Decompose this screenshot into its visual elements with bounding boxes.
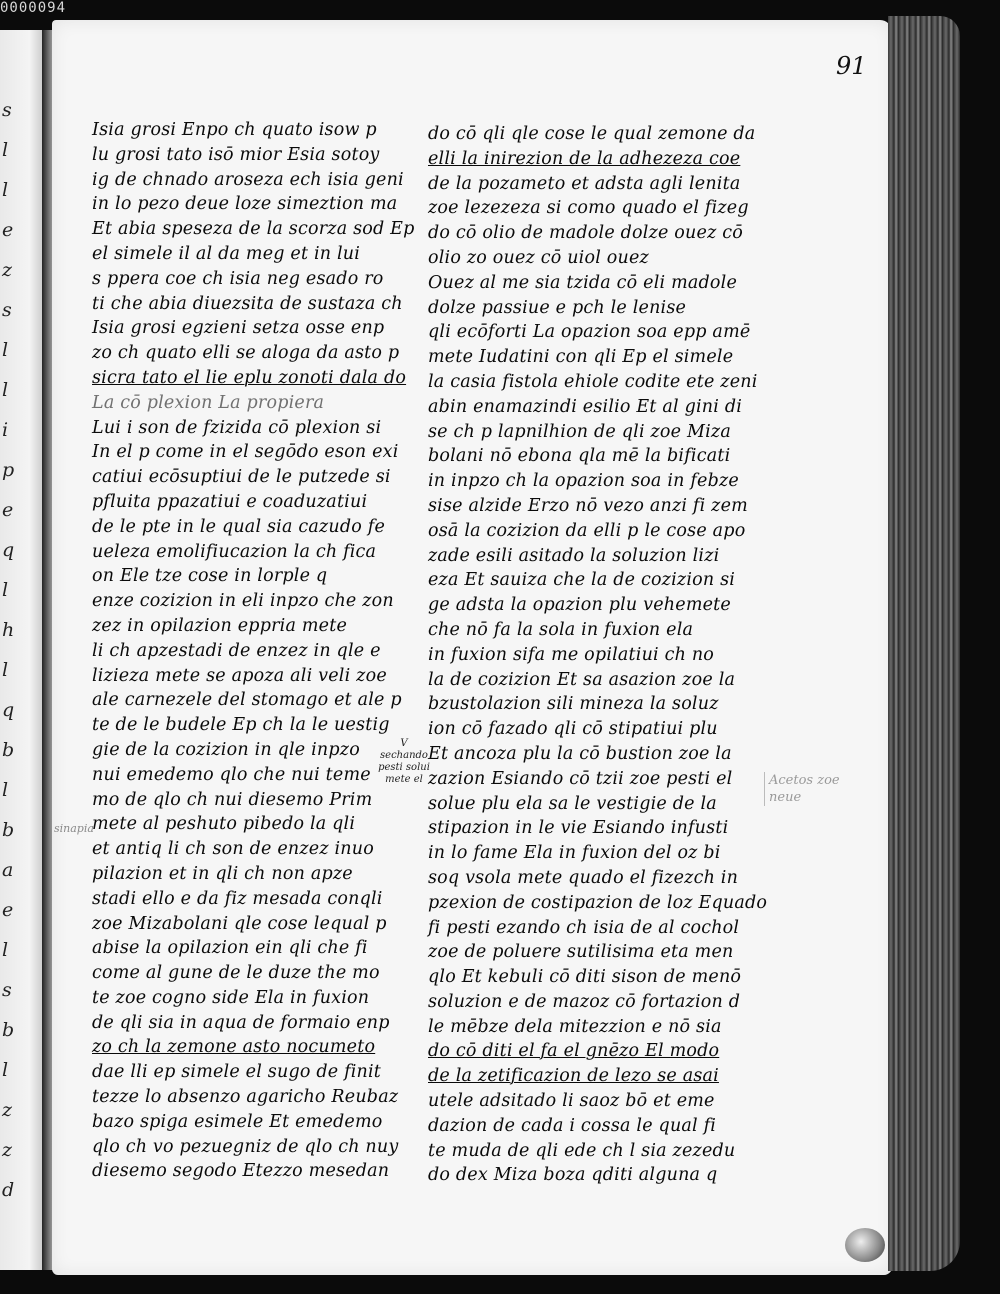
text-line: in lo fame Ela in fuxion del oz bi — [428, 843, 721, 864]
text-line: in fuxion sifa me opilatiui ch no — [428, 644, 715, 665]
text-line: dolze passiue e pch le lenise — [428, 297, 687, 318]
text-line: lu grosi tato isō mior Esia sotoy — [92, 144, 380, 165]
text-line: et antiq li ch son de enzez inuo — [92, 839, 374, 860]
margin-note-middle: V sechando pesti solui mete el — [378, 738, 430, 785]
text-line: come al gune de le duze the mo — [92, 963, 380, 984]
text-line: qlo ch vo pezuegniz de qlo ch nuy — [92, 1136, 399, 1157]
text-line: zez in opilazion eppria mete — [92, 615, 348, 636]
text-line: le mēbze dela mitezzion e nō sia — [428, 1016, 722, 1037]
text-line: s ppera coe ch isia neg esado ro — [92, 268, 384, 289]
text-line: Isia grosi egzieni setza osse enp — [92, 318, 385, 339]
text-line: pilazion et in qli ch non apze — [92, 863, 353, 884]
text-line: la casia fistola ehiole codite ete zeni — [428, 371, 758, 392]
text-line: zo ch la zemone asto nocumeto — [92, 1037, 376, 1058]
text-line: elli la inirezion de la adhezeza coe — [428, 148, 741, 169]
text-line: sicra tato el lie eplu zonoti dala do — [92, 367, 407, 388]
text-line: bazo spiga esimele Et emedemo — [92, 1111, 383, 1132]
text-line: enze cozizion in eli inpzo che zon — [92, 591, 394, 612]
text-line: tezze lo absenzo agaricho Reubaz — [92, 1087, 399, 1108]
text-line: de le pte in le qual sia cazudo fe — [92, 516, 386, 537]
text-line: catiui ecōsuptiui de le putzede si — [92, 467, 391, 488]
text-line: zazion Esiando cō tzii zoe pesti el — [428, 768, 733, 789]
text-line: ti che abia diuezsita de sustaza ch — [92, 293, 403, 314]
previous-page-fragment — [0, 30, 44, 1270]
text-line: de la zetificazion de lezo se asai — [428, 1066, 719, 1087]
text-line: li ch apzestadi de enzez in qle e — [92, 640, 381, 661]
text-line: dazion de cada i cossa le qual fi — [428, 1115, 717, 1136]
text-line: soluzion e de mazoz cō fortazion d — [428, 991, 741, 1012]
text-line: Et ancoza plu la cō bustion zoe la — [428, 743, 732, 764]
text-line: abin enamazindi esilio Et al gini di — [428, 396, 743, 417]
text-line: ig de chnado aroseza ech isia geni — [92, 169, 404, 190]
text-line: ge adsta la opazion plu vehemete — [428, 595, 731, 616]
text-line: on Ele tze cose in lorple q — [92, 566, 328, 587]
page-edges — [888, 16, 960, 1271]
text-line: olio zo ouez cō uiol ouez — [428, 247, 649, 268]
text-line: ueleza emolifiucazion la ch fica — [92, 541, 377, 562]
text-line: se ch p lapnilhion de qli zoe Miza — [428, 421, 731, 442]
text-line: Et abia speseza de la scorza sod Ep — [92, 219, 415, 240]
text-line: sise alzide Erzo nō vezo anzi fi zem — [428, 495, 748, 516]
text-line: qlo Et kebuli cō diti sison de menō — [428, 967, 742, 988]
margin-note-right — [764, 772, 869, 806]
text-line: In el p come in el segōdo eson exi — [92, 442, 399, 463]
text-line: mete Iudatini con qli Ep el simele — [428, 347, 734, 368]
text-line: fi pesti ezando ch isia de al cochol — [428, 917, 740, 938]
text-line: soq vsola mete quado el fizezch in — [428, 867, 739, 888]
text-line: te de le budele Ep ch la le uestig — [92, 715, 390, 736]
text-line: eza Et sauiza che la de cozizion si — [428, 570, 736, 591]
text-line: stipazion in le vie Esiando infusti — [428, 818, 729, 839]
text-line: che nō fa la sola in fuxion ela — [428, 619, 694, 640]
text-line: pzexion de costipazion de loz Equado — [428, 892, 768, 913]
text-line: qli ecōforti La opazion soa epp amē — [428, 322, 751, 343]
text-line: zoe lezezeza si como quado el fizeg — [428, 198, 749, 219]
text-line: in lo pezo deue loze simeztion ma — [92, 194, 398, 215]
text-line: osā la cozizion da elli p le cose apo — [428, 520, 746, 541]
text-line: solue plu ela sa le vestigie de la — [428, 793, 717, 814]
right-text-column — [428, 122, 768, 1188]
text-line: lizieza mete se apoza ali veli zoe — [92, 665, 387, 686]
text-line: bolani nō ebona qla mē la bificati — [428, 446, 731, 467]
text-line: te zoe cogno side Ela in fuxion — [92, 987, 370, 1008]
text-line: de qli sia in aqua de formaio enp — [92, 1012, 390, 1033]
text-line: Lui i son de fzizida cō plexion si — [92, 417, 382, 438]
text-line: ale carnezele del stomago et ale p — [92, 690, 402, 711]
text-line: utele adsitado li saoz bō et eme — [428, 1091, 715, 1112]
text-line: in inpzo ch la opazion soa in febze — [428, 471, 739, 492]
text-line: dae lli ep simele el sugo de finit — [92, 1062, 382, 1083]
text-line: pfluita ppazatiui e coaduzatiui — [92, 491, 368, 512]
text-line: do cō diti el fa el gnēzo El modo — [428, 1041, 720, 1062]
margin-note-right-line1: Acetos zoe — [769, 773, 840, 788]
scan-id-label: 0000094 — [0, 0, 67, 16]
text-line: zoe de poluere sutilisima eta men — [428, 942, 734, 963]
text-line: zoe Mizabolani qle cose lequal p — [92, 913, 387, 934]
text-line: abise la opilazion ein qli che fi — [92, 938, 368, 959]
folio-number: 91 — [836, 52, 867, 80]
text-line: el simele il al da meg et in lui — [92, 243, 361, 264]
text-line: mete al peshuto pibedo la qli — [92, 814, 356, 835]
text-line: la de cozizion Et sa asazion zoe la — [428, 669, 736, 690]
text-line: do cō qli qle cose le qual zemone da — [428, 124, 756, 144]
text-line: Isia grosi Enpo ch quato isow p — [92, 120, 377, 140]
text-line: de la pozameto et adsta agli lenita — [428, 173, 741, 194]
text-line: gie de la cozizion in qle inpzo — [92, 739, 360, 760]
text-line: zade esili asitado la soluzion lizi — [428, 545, 720, 566]
text-line: stadi ello e da fiz mesada conqli — [92, 888, 383, 909]
text-line: ion cō fazado qli cō stipatiui plu — [428, 719, 718, 740]
text-line: nui emedemo qlo che nui teme — [92, 764, 371, 785]
text-line: do dex Miza boza qditi alguna q — [428, 1165, 718, 1186]
previous-page-text-fragment: s l l e z s l l i p e q l h l q b l b a e l s b l z z d — [2, 99, 15, 1201]
text-line: La cō plexion La propiera — [92, 392, 325, 413]
margin-note-right-line2: neue — [769, 790, 802, 805]
margin-note-left: sinapia — [54, 822, 94, 835]
text-line: mo de qlo ch nui diesemo Prim — [92, 789, 373, 810]
text-line: diesemo segodo Etezzo mesedan — [92, 1161, 390, 1182]
text-line: do cō olio de madole dolze ouez cō — [428, 223, 743, 244]
book-clasp — [845, 1228, 885, 1262]
text-line: Ouez al me sia tzida cō eli madole — [428, 272, 738, 293]
text-line: zo ch quato elli se aloga da asto p — [92, 343, 400, 364]
text-line: te muda de qli ede ch l sia zezedu — [428, 1140, 736, 1161]
text-line: bzustolazion sili mineza la soluz — [428, 694, 719, 715]
